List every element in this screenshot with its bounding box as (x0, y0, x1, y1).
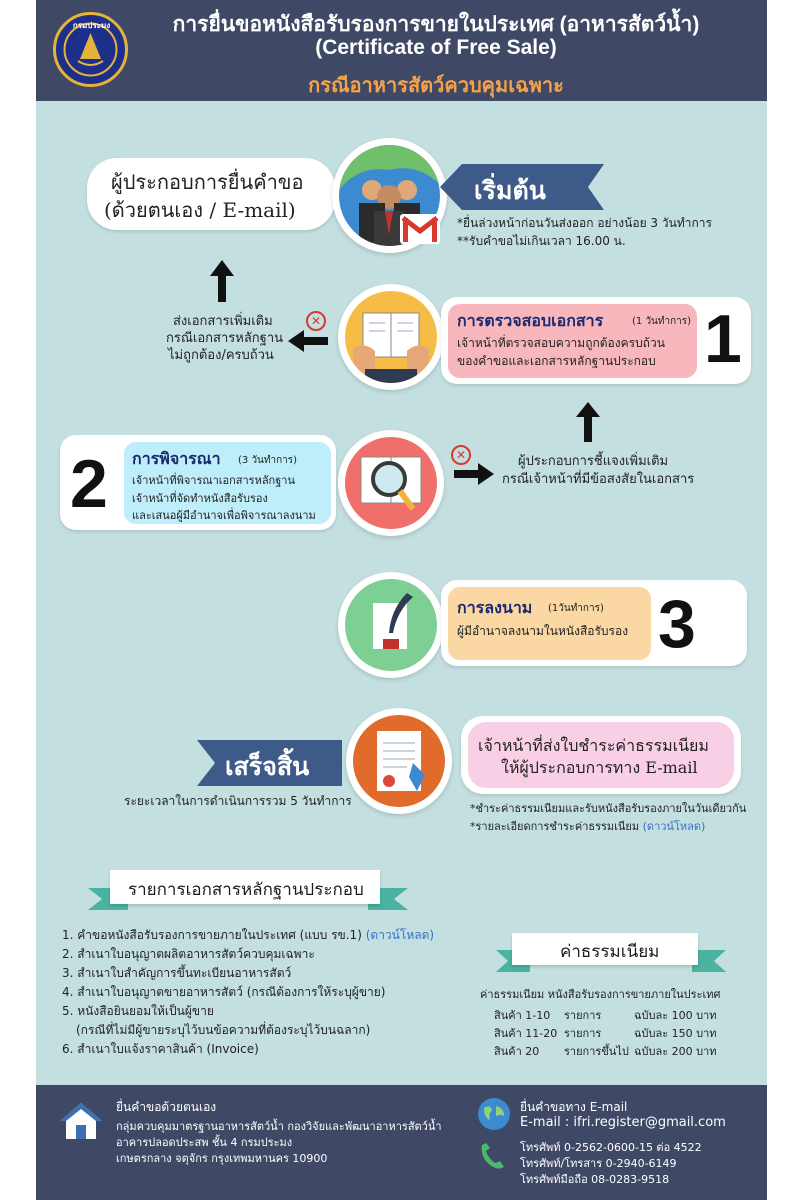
header-bar (36, 0, 767, 101)
finish-note1: *ชำระค่าธรรมเนียมและรับหนังสือรับรองภายในวันเดียวกัน (470, 802, 747, 815)
document-item-5: 5. หนังสือยินยอมให้เป็นผู้ขาย (62, 1004, 214, 1018)
quill-icon (345, 579, 437, 671)
globe-icon (478, 1098, 510, 1130)
documents-heading: รายการเอกสารหลักฐานประกอบ (128, 880, 364, 900)
step1-side-line1: ส่งเอกสารเพิ่มเติม (173, 314, 273, 329)
arrow-right-icon (454, 463, 494, 485)
step1-line1: เจ้าหน้าที่ตรวจสอบความถูกต้องครบถ้วน (457, 336, 665, 350)
arrow-up-icon (210, 260, 234, 302)
fee-notice-line1: เจ้าหน้าที่ส่งใบชำระค่าธรรมเนียม (478, 736, 709, 755)
step2-line3: และเสนอผู้มีอำนาจเพื่อพิจารณาลงนาม (132, 509, 316, 522)
phone-line3: โทรศัพท์มือถือ 08-0283-9518 (520, 1173, 670, 1186)
fee-details-download-link[interactable]: (ดาวน์โหลด) (642, 820, 706, 833)
step1-number: 1 (704, 301, 742, 377)
fees-intro: ค่าธรรมเนียม หนังสือรับรองการขายภายในประเทศ (480, 988, 721, 1001)
step1-title: การตรวจสอบเอกสาร (457, 311, 604, 330)
documents-icon (345, 291, 437, 383)
self-submit-line2: อาคารปลอดประสพ ชั้น 4 กรมประมง (116, 1136, 293, 1149)
footer-bar (36, 1085, 767, 1200)
start-note2: **รับคำขอไม่เกินเวลา 16.00 น. (457, 234, 626, 248)
arrow-up-icon (576, 402, 600, 442)
step3-title: การลงนาม (457, 598, 533, 617)
step3-number: 3 (658, 586, 696, 662)
phone-icon (478, 1141, 506, 1171)
page-title: การยื่นขอหนังสือรับรองการขายในประเทศ (อาหารสัตว์น้ำ) (172, 13, 700, 36)
arrow-left-icon (288, 330, 328, 352)
step2-line1: เจ้าหน้าที่พิจารณาเอกสารหลักฐาน (132, 474, 295, 487)
finish-total-time: ระยะเวลาในการดำเนินการรวม 5 วันทำการ (124, 794, 352, 808)
fee-row-desc: รายการ (564, 1009, 602, 1022)
reject-icon: ✕ (306, 311, 326, 331)
fee-row-price: ฉบับละ 200 บาท (634, 1045, 717, 1058)
self-submit-line3: เกษตรกลาง จตุจักร กรุงเทพมหานคร 10900 (116, 1152, 328, 1165)
finish-note2 (470, 817, 705, 835)
step3-duration: (1วันทำการ) (548, 603, 604, 614)
email-submit-title: ยื่นคำขอทาง E-mail (520, 1100, 628, 1114)
magnifier-icon (345, 437, 437, 529)
document-item-1 (62, 926, 434, 945)
fee-row-item: สินค้า 11-20 (494, 1027, 558, 1040)
gmail-icon (400, 214, 440, 244)
finish-banner-label: เสร็จสิ้น (225, 752, 310, 781)
self-submit-line1: กลุ่มควบคุมมาตรฐานอาหารสัตว์น้ำ กองวิจัยและพัฒนาอาหารสัตว์น้ำ (116, 1120, 442, 1133)
finish-note2-text: *รายละเอียดการชำระค่าธรรมเนียม (470, 820, 640, 833)
step1-line2: ของคำขอและเอกสารหลักฐานประกอบ (457, 354, 656, 368)
applicant-line2: (ด้วยตนเอง / E-mail) (104, 198, 296, 222)
form-download-link[interactable]: (ดาวน์โหลด) (365, 928, 435, 942)
document-item-6: 6. สำเนาใบแจ้งราคาสินค้า (Invoice) (62, 1042, 259, 1056)
phone-line2: โทรศัพท์/โทรสาร 0-2940-6149 (520, 1157, 677, 1170)
step2-duration: (3 วันทำการ) (238, 455, 298, 466)
email-address[interactable]: E-mail : ifri.register@gmail.com (520, 1115, 726, 1130)
page-title-english: (Certificate of Free Sale) (315, 36, 557, 59)
self-submit-title: ยื่นคำขอด้วยตนเอง (116, 1100, 217, 1114)
logo-text: กรมประมง (72, 21, 111, 30)
fee-row-desc: รายการ (564, 1027, 602, 1040)
applicant-line1: ผู้ประกอบการยื่นคำขอ (111, 170, 304, 194)
fee-row-desc: รายการขึ้นไป (564, 1045, 629, 1058)
certificate-icon (353, 715, 445, 807)
document-item-1-text: 1. คำขอหนังสือรับรองการขายภายในประเทศ (แบบ รข.1) (62, 928, 362, 942)
start-banner-label: เริ่มต้น (474, 176, 546, 205)
infographic-page (36, 0, 767, 1200)
step2-side-line2: กรณีเจ้าหน้าที่มีข้อสงสัยในเอกสาร (502, 472, 695, 487)
step1-side-line3: ไม่ถูกต้อง/ครบถ้วน (168, 348, 274, 363)
step1-duration: (1 วันทำการ) (632, 316, 692, 327)
document-item-5-note: (กรณีที่ไม่มีผู้ขายระบุไว้บนข้อความที่ต้องระบุไว้บนฉลาก) (76, 1023, 371, 1037)
step3-line1: ผู้มีอำนาจลงนามในหนังสือรับรอง (457, 624, 629, 638)
fees-heading: ค่าธรรมเนียม (560, 942, 660, 962)
fee-row-item: สินค้า 20 (494, 1045, 540, 1058)
page-subtitle: กรณีอาหารสัตว์ควบคุมเฉพาะ (308, 75, 564, 97)
step2-line2: เจ้าหน้าที่จัดทำหนังสือรับรอง (132, 492, 268, 505)
reject-icon: ✕ (451, 445, 471, 465)
fee-row-price: ฉบับละ 150 บาท (634, 1027, 717, 1040)
fee-row-item: สินค้า 1-10 (494, 1009, 551, 1022)
step2-number: 2 (70, 446, 108, 522)
fee-notice-line2: ให้ผู้ประกอบการทาง E-mail (501, 758, 698, 777)
house-icon (60, 1101, 102, 1141)
step2-side-line1: ผู้ประกอบการชี้แจงเพิ่มเติม (518, 454, 669, 469)
step2-title: การพิจารณา (132, 449, 221, 468)
fee-row-price: ฉบับละ 100 บาท (634, 1009, 717, 1022)
step1-side-line2: กรณีเอกสารหลักฐาน (166, 331, 284, 346)
phone-line1: โทรศัพท์ 0-2562-0600-15 ต่อ 4522 (520, 1141, 702, 1154)
start-note1: *ยื่นล่วงหน้าก่อนวันส่งออก อย่างน้อย 3 วันทำการ (457, 216, 712, 230)
document-item-3: 3. สำเนาใบสำคัญการขึ้นทะเบียนอาหารสัตว์ (62, 966, 292, 980)
document-item-2: 2. สำเนาใบอนุญาตผลิตอาหารสัตว์ควบคุมเฉพาะ (62, 947, 315, 961)
document-item-4: 4. สำเนาใบอนุญาตขายอาหารสัตว์ (กรณีต้องการให้ระบุผู้ขาย) (62, 985, 386, 999)
